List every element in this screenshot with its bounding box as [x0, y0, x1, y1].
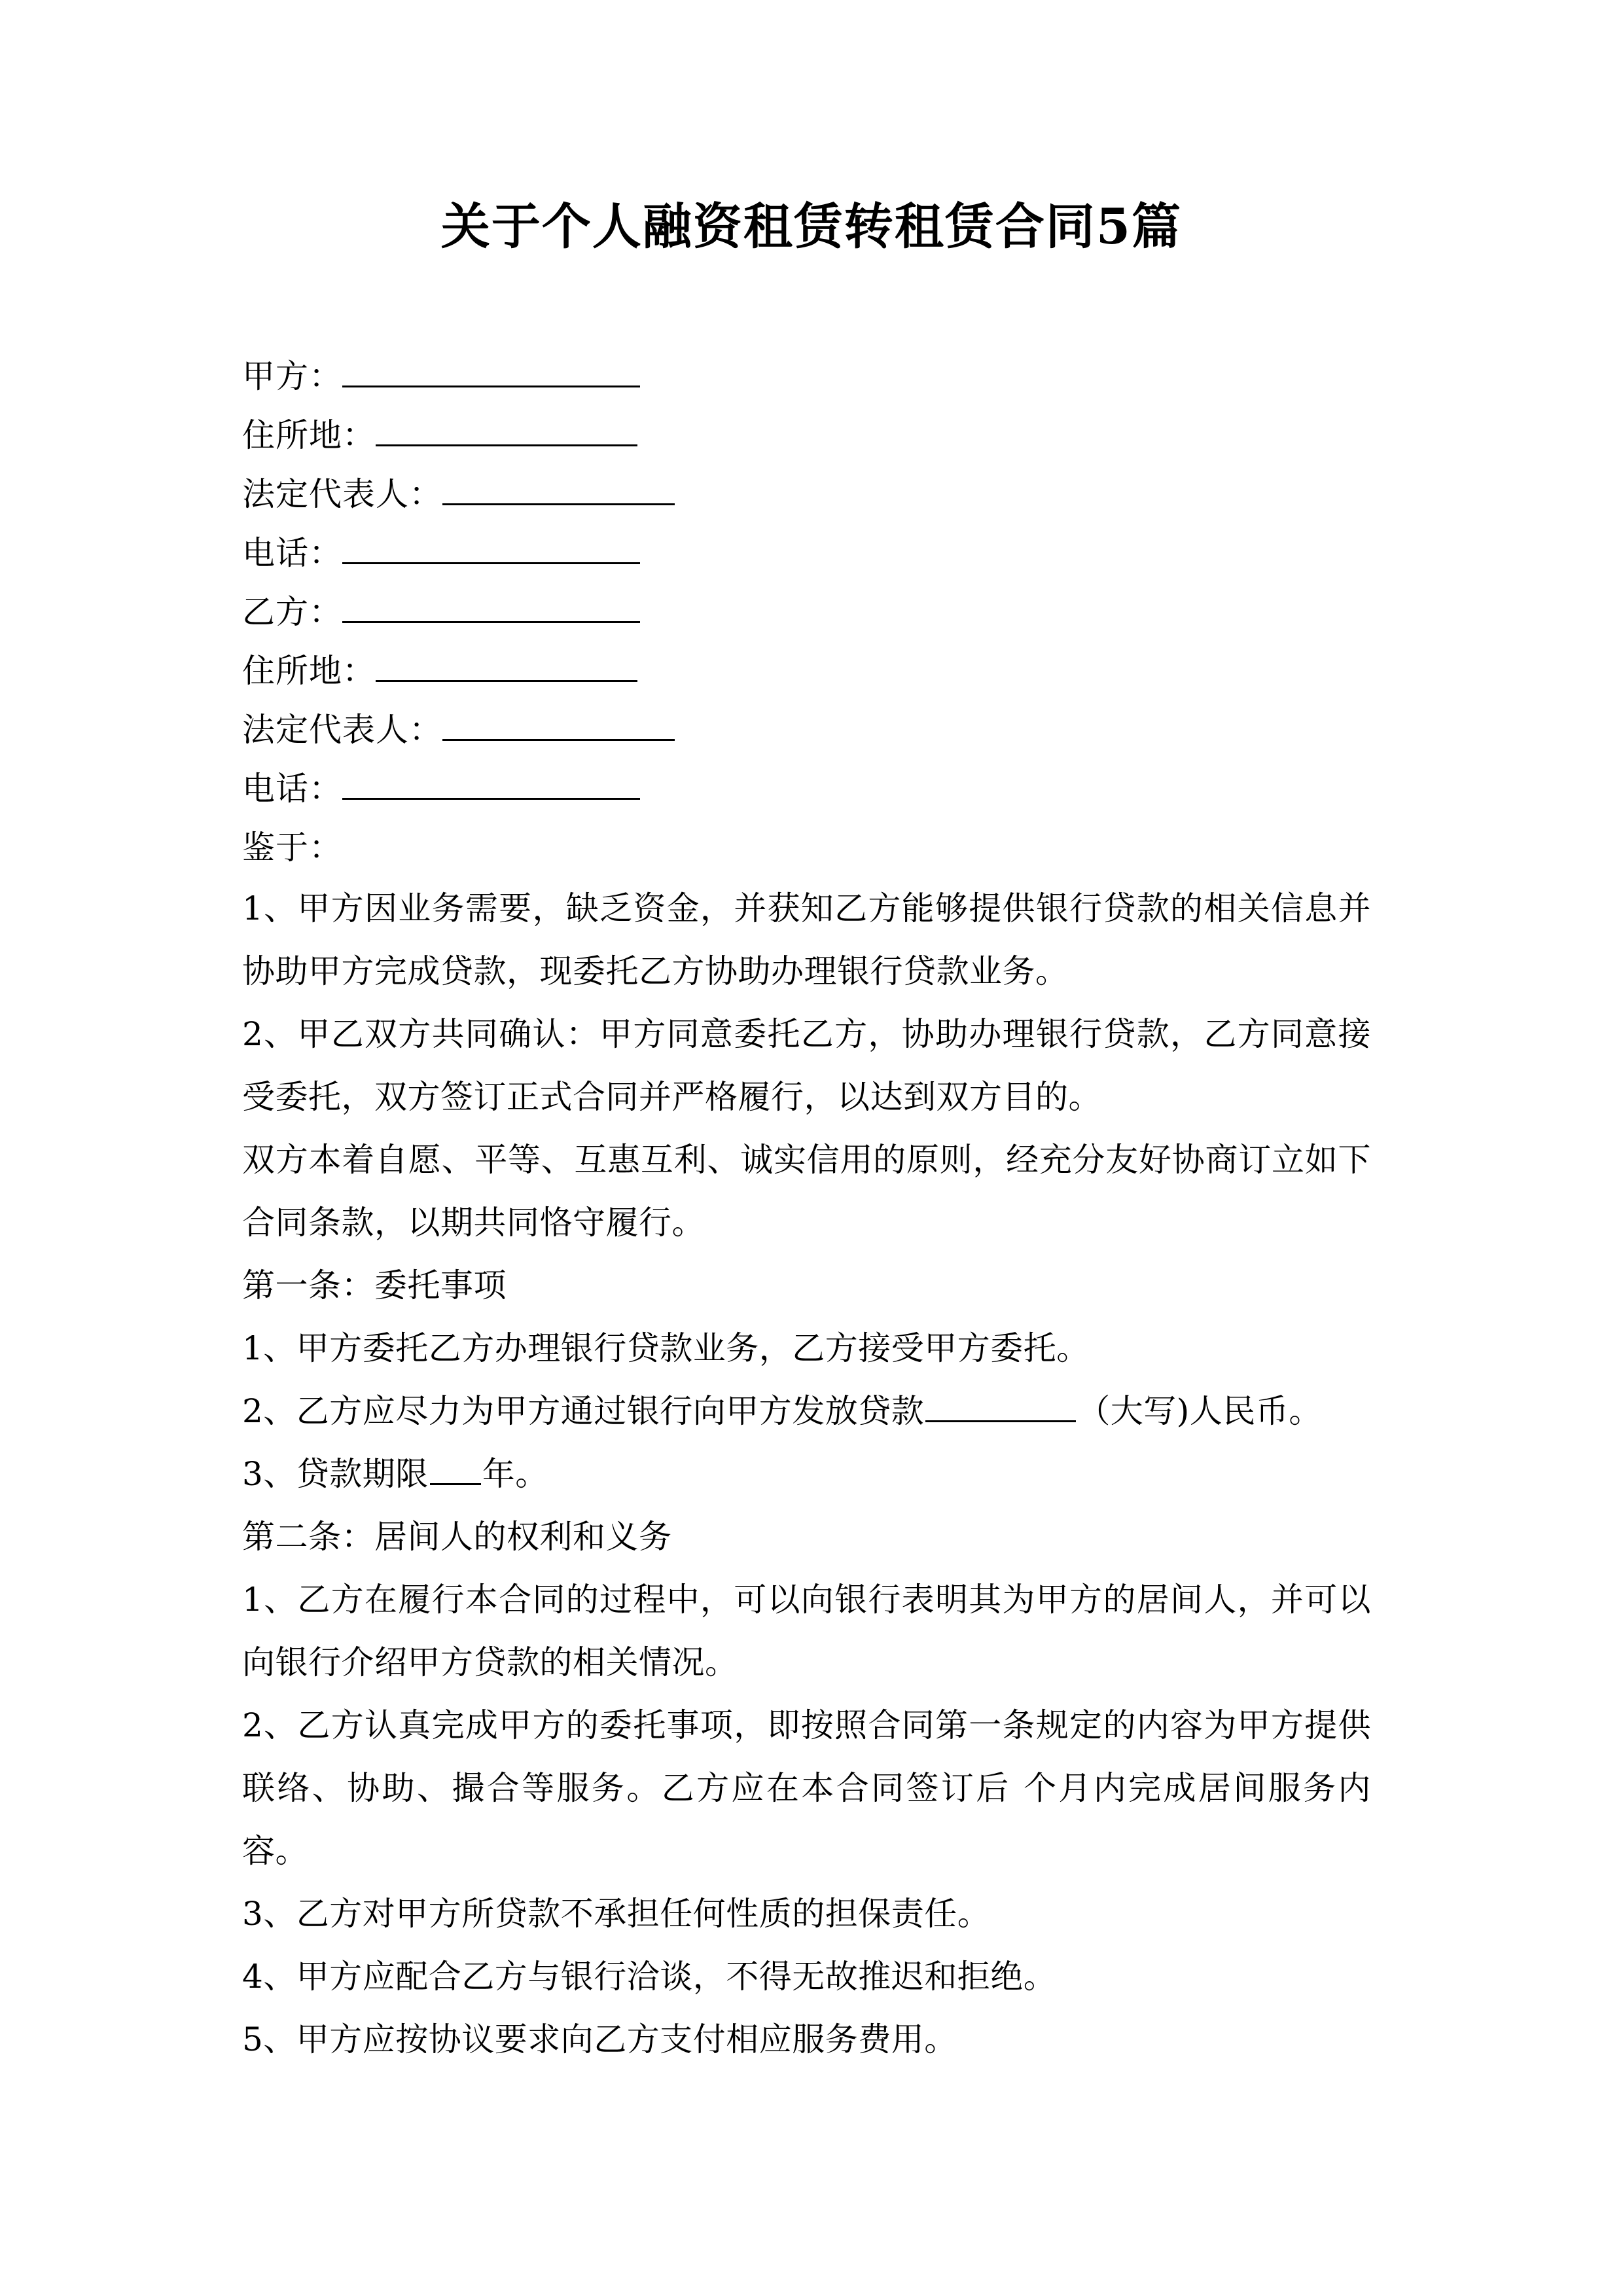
party-b-fields	[242, 583, 1374, 818]
article-one-heading: 第一条：委托事项	[242, 1266, 507, 1304]
field-label: 住所地：	[242, 416, 376, 454]
article-one-item-3	[242, 1443, 1374, 1505]
field-label: 法定代表人：	[242, 711, 442, 749]
article-two-item-5: 5、甲方应按协议要求向乙方支付相应服务费用。	[242, 2020, 957, 2058]
article-two-item-1: 1、乙方在履行本合同的过程中，可以向银行表明其为甲方的居间人，并可以向银行介绍甲方贷款的相关情况。	[242, 1581, 1371, 1681]
article-one-item-3-prefix: 3、贷款期限	[242, 1455, 429, 1493]
field-blank-party-a-address[interactable]	[376, 406, 637, 446]
field-label: 电话：	[242, 534, 342, 572]
document-body	[242, 347, 1374, 2071]
field-label: 住所地：	[242, 652, 376, 690]
article-one-item-2-prefix: 2、乙方应尽力为甲方通过银行向甲方发放贷款	[242, 1392, 925, 1430]
recital-paragraph-3: 双方本着自愿、平等、互惠互利、诚实信用的原则，经充分友好协商订立如下合同条款，以期共同恪守履行。	[242, 1141, 1371, 1242]
field-label: 甲方：	[242, 357, 342, 395]
field-row-party-a-name	[242, 347, 1374, 406]
article-two-item-2: 2、乙方认真完成甲方的委托事项，即按照合同第一条规定的内容为甲方提供联络、协助、撮合等服务。乙方应在本合同签订后 个月内完成居间服务内容。	[242, 1706, 1371, 1870]
field-row-party-a-address	[242, 406, 1374, 465]
recital-paragraph-2: 2、甲乙双方共同确认：甲方同意委托乙方，协助办理银行贷款，乙方同意接受委托，双方签订正式合同并严格履行，以达到双方目的。	[242, 1015, 1371, 1116]
recitals-heading: 鉴于：	[242, 829, 342, 867]
article-two-item-3: 3、乙方对甲方所贷款不承担任何性质的担保责任。	[242, 1895, 991, 1933]
field-label: 乙方：	[242, 593, 342, 631]
field-blank-party-a-legal-rep[interactable]	[442, 465, 675, 505]
article-one-item-1: 1、甲方委托乙方办理银行贷款业务，乙方接受甲方委托。	[242, 1329, 1090, 1367]
field-row-party-b-name	[242, 583, 1374, 641]
field-row-party-b-legal-rep	[242, 700, 1374, 759]
field-blank-party-b-legal-rep[interactable]	[442, 701, 675, 741]
field-row-party-a-legal-rep	[242, 465, 1374, 524]
party-a-fields	[242, 347, 1374, 583]
field-row-party-b-address	[242, 641, 1374, 700]
field-blank-party-a-phone[interactable]	[342, 524, 640, 564]
field-blank-party-b-address[interactable]	[376, 642, 637, 682]
article-two-heading: 第二条：居间人的权利和义务	[242, 1518, 672, 1556]
recital-paragraph-1: 1、甲方因业务需要，缺乏资金，并获知乙方能够提供银行贷款的相关信息并协助甲方完成贷款，现委托乙方协助办理银行贷款业务。	[242, 889, 1371, 990]
field-blank-party-a-name[interactable]	[342, 348, 640, 387]
field-label: 法定代表人：	[242, 475, 442, 513]
field-blank-party-b-name[interactable]	[342, 583, 640, 623]
article-one-item-3-years-blank[interactable]	[430, 1449, 481, 1485]
field-row-party-b-phone	[242, 759, 1374, 818]
article-one-item-2-amount-blank[interactable]	[925, 1386, 1076, 1422]
field-row-party-a-phone	[242, 524, 1374, 583]
article-one-item-2-suffix: （大写)人民币。	[1077, 1392, 1322, 1430]
field-label: 电话：	[242, 770, 342, 808]
article-one-item-2	[242, 1380, 1374, 1443]
article-one-item-3-suffix: 年。	[482, 1455, 548, 1493]
field-blank-party-b-phone[interactable]	[342, 760, 640, 800]
article-two-item-4: 4、甲方应配合乙方与银行洽谈，不得无故推迟和拒绝。	[242, 1958, 1057, 1996]
page-title: 关于个人融资租赁转租赁合同5篇	[440, 198, 1183, 255]
